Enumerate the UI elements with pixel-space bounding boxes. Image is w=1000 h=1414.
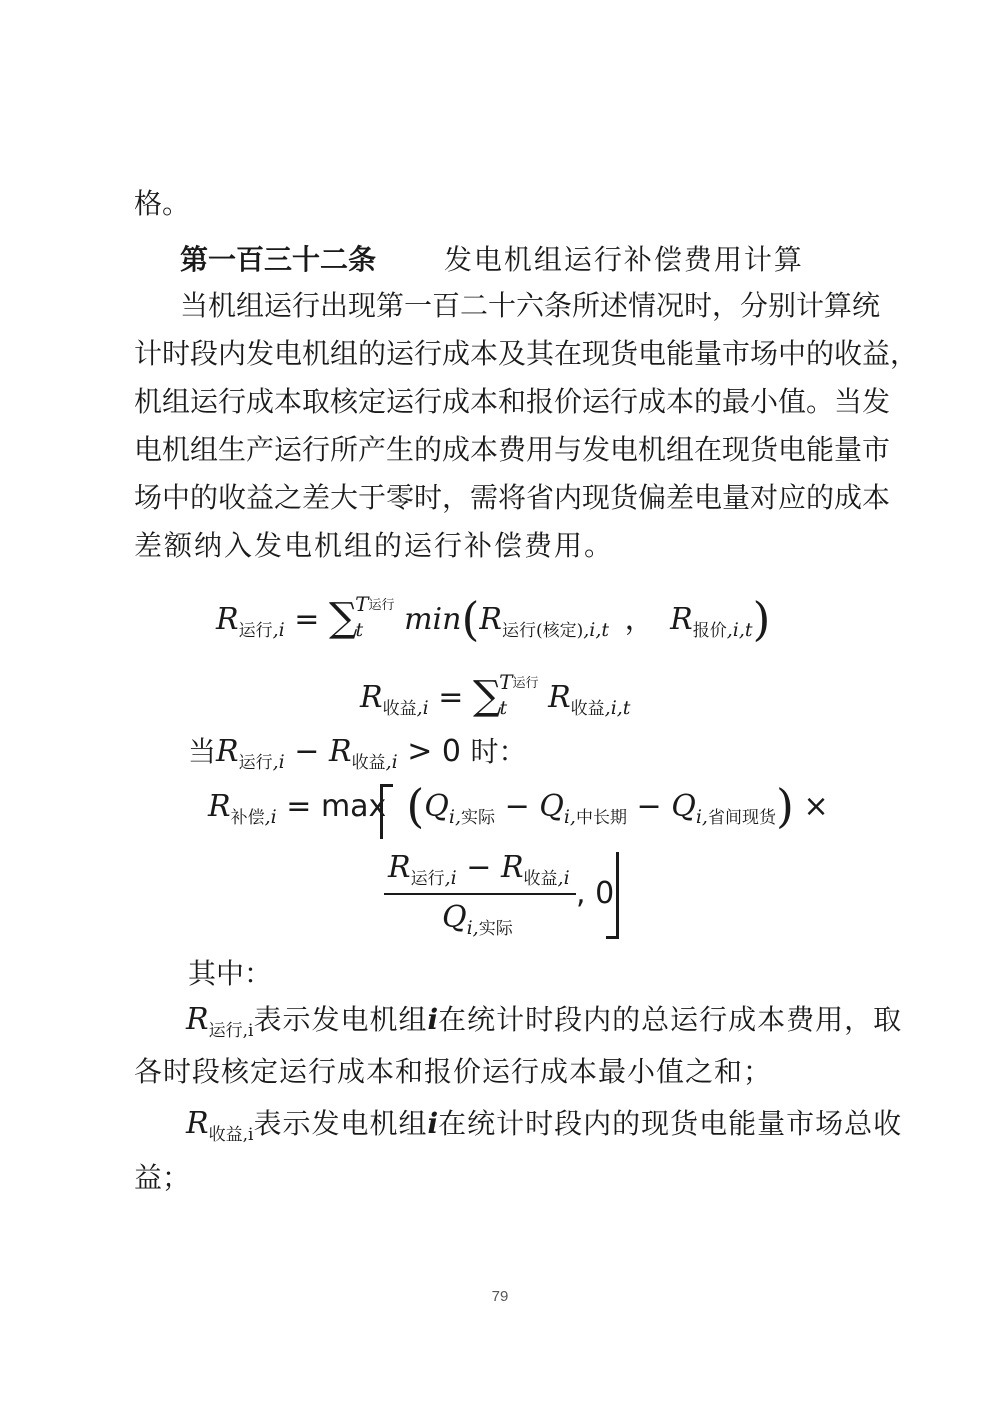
sum-upper-limit: T xyxy=(355,592,369,616)
formula-revenue xyxy=(360,662,630,729)
formula-subscript: i, xyxy=(448,806,462,828)
formula-symbol: R xyxy=(388,850,411,885)
definition-run-cost xyxy=(186,1000,903,1051)
formula-subscript: ,i,t xyxy=(726,619,753,641)
definition-text: 表示发电机组 xyxy=(253,1003,428,1036)
formula-symbol: Q xyxy=(539,789,564,824)
sum-upper-limit-sub: 运行 xyxy=(368,598,395,613)
formula-paren: ( xyxy=(461,592,480,646)
formula-subscript: i, xyxy=(695,806,708,828)
formula-subscript: 运行 xyxy=(238,621,273,641)
formula-symbol: R xyxy=(208,789,231,824)
definition-text: 在统计时段内的总运行成本费用，取 xyxy=(438,1003,903,1036)
formula-subscript: 报价 xyxy=(692,621,727,641)
definition-revenue-line2: 益； xyxy=(134,1161,191,1194)
formula-subscript: ,i xyxy=(264,806,277,828)
formula-operator: − xyxy=(636,789,662,824)
formula-subscript: ,i xyxy=(272,751,285,773)
formula-symbol: R xyxy=(479,602,502,637)
formula-subscript: ,i xyxy=(416,697,429,719)
formula-symbol: i xyxy=(427,1107,439,1140)
formula-subscript: 收益 xyxy=(382,699,417,719)
condition-prefix: 当 xyxy=(188,735,217,768)
formula-subscript: ,i xyxy=(557,867,570,889)
article-number: 第一百三十二条 xyxy=(180,243,377,276)
formula-paren: ) xyxy=(752,592,771,646)
formula-symbol: R xyxy=(186,1002,209,1037)
formula-symbol: Q xyxy=(424,789,449,824)
formula-paren: ( xyxy=(406,779,425,833)
definition-text: 表示发电机组 xyxy=(253,1107,428,1140)
formula-subscript: 补偿 xyxy=(230,808,265,828)
paragraph-line-6: 差额纳入发电机组的运行补偿费用。 xyxy=(134,529,615,562)
formula-subscript: ,i xyxy=(385,751,398,773)
article-heading xyxy=(180,240,804,280)
formula-subscript: 运行 xyxy=(410,869,445,889)
formula-symbol: Q xyxy=(671,789,696,824)
max-second-arg: , 0 xyxy=(576,876,615,911)
left-bracket xyxy=(380,784,393,839)
formula-subscript: 运行(核定) xyxy=(501,621,584,641)
definition-revenue xyxy=(186,1104,903,1155)
formula-operator: = xyxy=(438,680,464,715)
formula-subscript: 省间现货 xyxy=(707,808,776,828)
paragraph-line-4: 电机组生产运行所产生的成本费用与发电机组在现货电能量市 xyxy=(134,433,891,466)
page-number: 79 xyxy=(491,1288,509,1305)
formula-subscript: 运行,i xyxy=(208,1021,254,1041)
formula-subscript: ,i,t xyxy=(604,697,631,719)
sum-lower-limit: t xyxy=(355,619,364,641)
formula-subscript: 实际 xyxy=(461,808,496,828)
formula-subscript: i, xyxy=(466,917,479,939)
formula-subscript: 收益 xyxy=(523,869,558,889)
paragraph-line-5: 场中的收益之差大于零时，需将省内现货偏差电量对应的成本 xyxy=(134,481,891,514)
paragraph-line-2: 计时段内发电机组的运行成本及其在现货电能量市场中的收益， xyxy=(134,337,919,370)
where-label: 其中： xyxy=(188,957,273,990)
fraction-denominator xyxy=(442,898,513,949)
sum-lower-limit: t xyxy=(499,697,508,719)
formula-operator: − xyxy=(294,734,320,769)
formula-operator: × xyxy=(803,789,829,824)
definition-run-cost-line2: 各时段核定运行成本和报价运行成本最小值之和； xyxy=(134,1055,773,1088)
formula-subscript: ,i xyxy=(444,867,457,889)
formula-operator: = xyxy=(286,789,312,824)
formula-symbol: i xyxy=(427,1003,439,1036)
formula-paren: ) xyxy=(775,779,794,833)
condition-suffix: 时： xyxy=(470,735,527,768)
formula-subscript: 中长期 xyxy=(575,808,627,828)
formula-subscript: ,i,t xyxy=(583,619,610,641)
formula-subscript: 收益 xyxy=(351,753,386,773)
formula-subscript: 运行 xyxy=(238,753,273,773)
min-function: min xyxy=(404,602,462,637)
sum-symbol: ∑ xyxy=(328,595,358,641)
formula-symbol: R xyxy=(216,734,239,769)
formula-subscript: 收益 xyxy=(570,699,605,719)
paragraph-line-1: 当机组运行出现第一百二十六条所述情况时，分别计算统 xyxy=(180,289,881,322)
formula-comma: ， xyxy=(624,602,655,637)
formula-symbol: R xyxy=(216,602,239,637)
formula-operator: > 0 xyxy=(407,734,461,769)
formula-symbol: R xyxy=(328,734,352,769)
condition-line xyxy=(188,732,527,783)
formula-symbol: Q xyxy=(442,900,467,935)
formula-symbol: R xyxy=(186,1106,209,1141)
intro-tail: 格。 xyxy=(134,187,191,220)
paragraph-line-3: 机组运行成本取核定运行成本和报价运行成本的最小值。当发 xyxy=(134,385,891,418)
definition-text: 在统计时段内的现货电能量市场总收 xyxy=(438,1107,903,1140)
sum-symbol: ∑ xyxy=(472,673,502,719)
formula-operator: = xyxy=(294,602,320,637)
sum-upper-limit-sub: 运行 xyxy=(512,676,539,691)
formula-operator: − xyxy=(466,850,492,885)
formula-symbol: R xyxy=(548,680,571,715)
article-title: 发电机组运行补偿费用计算 xyxy=(443,243,804,276)
max-function: max xyxy=(320,789,387,824)
fraction-numerator xyxy=(388,848,570,899)
formula-symbol: R xyxy=(360,680,383,715)
formula-symbol: R xyxy=(500,850,524,885)
sum-upper-limit: T xyxy=(499,670,513,694)
formula-subscript: 实际 xyxy=(478,919,513,939)
formula-run-cost xyxy=(216,584,770,651)
fraction-bar xyxy=(384,893,576,895)
formula-symbol: R xyxy=(670,602,693,637)
formula-subscript: 收益,i xyxy=(208,1125,254,1145)
formula-subscript: ,i xyxy=(272,619,285,641)
formula-compensation-top xyxy=(208,779,829,838)
formula-subscript: i, xyxy=(563,806,576,828)
formula-operator: − xyxy=(504,789,530,824)
